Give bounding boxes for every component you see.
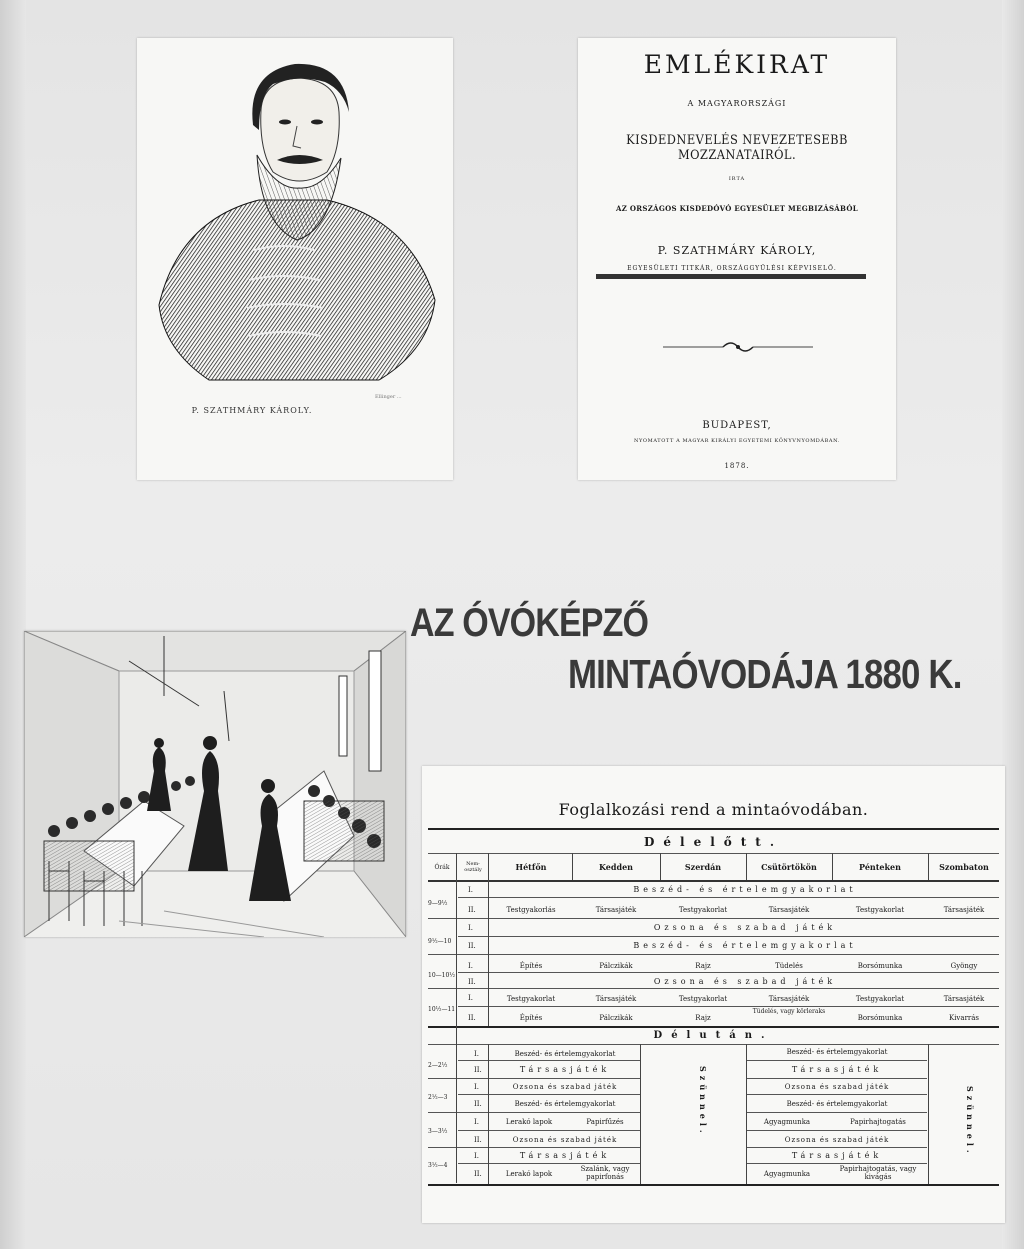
col-day-6: Szombaton xyxy=(939,862,989,872)
rule xyxy=(458,1006,999,1007)
exhibit-heading-line2: MINTAÓVODÁJA 1880 K. xyxy=(568,651,962,697)
group-II: II. xyxy=(474,1066,482,1074)
group-II: II. xyxy=(468,906,476,914)
aft-8-left-a: Lerakó lapok xyxy=(505,1170,553,1178)
title-page-title: EMLÉKIRAT xyxy=(643,50,831,79)
aft-3-right: Ozsona és szabad játék xyxy=(784,1083,890,1091)
schedule-sheet xyxy=(422,766,1005,1223)
rule xyxy=(747,1078,927,1079)
aft-5-left-b: Papirfűzés xyxy=(586,1118,624,1126)
header-rule xyxy=(428,853,999,854)
rule xyxy=(458,1094,640,1095)
cell-m4-1: Építés xyxy=(519,1014,543,1022)
rule xyxy=(428,918,999,919)
aft-5-right-b: Papirhajtogatás xyxy=(850,1118,906,1126)
col-day-1: Hétfőn xyxy=(515,862,547,872)
portrait-caption: P. SZATHMÁRY KÁROLY. xyxy=(191,406,313,415)
aft-8-right-b: Papirhajtogatás, vagy kivágás xyxy=(839,1165,917,1181)
header-bottom-rule xyxy=(428,880,999,882)
rule xyxy=(428,988,999,989)
title-page-printer: NYOMATOTT A MAGYAR KIRÁLYI EGYETEMI KÖNYVNYOMDÁBAN. xyxy=(634,438,840,444)
col-day-4: Csütörtökön xyxy=(761,862,817,872)
col-day-5: Pénteken xyxy=(859,862,901,872)
aft-2-left: Társasjáték xyxy=(519,1065,611,1074)
afternoon-label: Délután. xyxy=(653,1030,774,1041)
rest-label-wed: Szünnel. xyxy=(698,1066,708,1137)
morning-snack-2: Ozsona és szabad játék xyxy=(653,977,837,986)
engraver-signature: Ellinger ... xyxy=(375,394,402,400)
rule xyxy=(747,1147,927,1148)
vline xyxy=(572,853,573,880)
cell-m1-3: Testgyakorlat xyxy=(678,906,728,914)
group-II: II. xyxy=(474,1170,482,1178)
board-left-edge xyxy=(0,0,26,1249)
group-II: II. xyxy=(468,942,476,950)
time-morning-3: 10—10½ xyxy=(428,972,456,979)
col-day-3: Szerdán xyxy=(684,862,722,872)
time-afternoon-1: 2—2½ xyxy=(428,1062,448,1069)
cell-m1-5: Testgyakorlat xyxy=(855,906,905,914)
rule xyxy=(458,1060,640,1061)
schedule-bottom-rule xyxy=(428,1184,999,1186)
schedule-top-rule xyxy=(428,828,999,830)
aft-8-left-b: Szalánk, vagy papirfonás xyxy=(580,1165,630,1181)
board-right-edge xyxy=(1002,0,1024,1249)
aft-5-right-a: Agyagmunka xyxy=(763,1118,811,1126)
aft-8-right-a: Agyagmunka xyxy=(763,1170,811,1178)
vline xyxy=(660,853,661,880)
rule xyxy=(428,954,999,955)
aft-1-left: Beszéd- és értelemgyakorlat xyxy=(514,1050,616,1058)
aft-6-right: Ozsona és szabad játék xyxy=(784,1136,890,1144)
dining-hall-engraving xyxy=(24,631,406,937)
title-page-subject: KISDEDNEVELÉS NEVEZETESEBB MOZZANATAIRÓL. xyxy=(626,133,848,163)
time-morning-2: 9½—10 xyxy=(428,938,452,945)
aft-4-right: Beszéd- és értelemgyakorlat xyxy=(786,1100,888,1108)
rule xyxy=(747,1163,927,1164)
rule xyxy=(747,1130,927,1131)
group-I: I. xyxy=(468,962,473,970)
cell-m4-4: Tüdelés, vagy körleraks xyxy=(752,1008,826,1015)
cell-m4-6: Kivarrás xyxy=(948,1014,980,1022)
cell-m4-2: Pálczikák xyxy=(599,1014,633,1022)
rule xyxy=(458,936,999,937)
cell-m3-6: Társasjáték xyxy=(943,995,985,1003)
morning-bottom-rule xyxy=(428,1026,999,1028)
cell-m2-4: Tüdelés xyxy=(775,962,803,970)
cell-m1-6: Társasjáték xyxy=(943,906,985,914)
group-II: II. xyxy=(468,1014,476,1022)
morning-label: Délelőtt. xyxy=(643,835,784,849)
cell-m1-4: Társasjáték xyxy=(768,906,810,914)
morning-speech-2: Beszéd- és értelemgyakorlat xyxy=(633,941,857,950)
aft-7-left: Társasjáték xyxy=(519,1151,611,1160)
group-I: I. xyxy=(474,1152,479,1160)
portrait-engraving xyxy=(149,50,439,395)
col-hours: Órák xyxy=(434,863,450,871)
schedule-title: Foglalkozási rend a mintaóvodában. xyxy=(558,800,869,819)
title-page-rule xyxy=(596,274,866,279)
rule xyxy=(747,1112,927,1113)
title-page-office: EGYESÜLETI TITKÁR, ORSZÁGGYŰLÉSI KÉPVISELŐ. xyxy=(627,265,837,272)
cell-m1-1: Testgyakorlás xyxy=(506,906,556,914)
group-I: I. xyxy=(474,1118,479,1126)
rule xyxy=(458,897,999,898)
rule xyxy=(458,1130,640,1131)
cell-m2-5: Borsómunka xyxy=(857,962,903,970)
vline xyxy=(928,1044,929,1184)
group-II: II. xyxy=(474,1100,482,1108)
cell-m3-1: Testgyakorlat xyxy=(506,995,556,1003)
aft-7-right: Társasjáték xyxy=(791,1151,883,1160)
time-afternoon-2: 2½—3 xyxy=(428,1094,448,1101)
cell-m4-3: Rajz xyxy=(695,1014,711,1022)
morning-snack-1: Ozsona és szabad játék xyxy=(653,923,837,932)
aft-3-left: Ozsona és szabad játék xyxy=(512,1083,618,1091)
group-I: I. xyxy=(474,1083,479,1091)
time-afternoon-4: 3½—4 xyxy=(428,1162,448,1169)
cell-m3-2: Társasjáték xyxy=(595,995,637,1003)
cell-m2-1: Építés xyxy=(519,962,543,970)
cell-m3-4: Társasjáték xyxy=(768,995,810,1003)
exhibit-heading-line1: AZ ÓVÓKÉPZŐ xyxy=(410,601,649,645)
vline xyxy=(488,853,489,1026)
group-I: I. xyxy=(468,994,473,1002)
portrait-card xyxy=(137,38,453,480)
title-page-year: 1878. xyxy=(724,462,750,470)
cell-m2-3: Rajz xyxy=(695,962,711,970)
time-morning-1: 9—9½ xyxy=(428,900,448,907)
rule xyxy=(428,1044,999,1045)
rule xyxy=(428,1078,640,1079)
aft-2-right: Társasjáték xyxy=(791,1065,883,1074)
aft-1-right: Beszéd- és értelemgyakorlat xyxy=(786,1048,888,1056)
rule xyxy=(458,1163,640,1164)
title-page-author: P. SZATHMÁRY KÁROLY, xyxy=(657,244,817,257)
group-II: II. xyxy=(468,978,476,986)
time-afternoon-3: 3—3½ xyxy=(428,1128,448,1135)
vline xyxy=(640,1044,641,1184)
group-I: I. xyxy=(474,1050,479,1058)
vline xyxy=(928,853,929,880)
rule xyxy=(747,1094,927,1095)
vline xyxy=(832,853,833,880)
title-page-line-a: A MAGYARORSZÁGI xyxy=(687,99,787,108)
rule xyxy=(747,1060,927,1061)
title-page-irta: IRTA xyxy=(728,176,746,182)
ornament-icon xyxy=(663,340,813,354)
vline xyxy=(746,853,747,880)
rule xyxy=(458,972,999,973)
rule xyxy=(428,1147,640,1148)
rule xyxy=(428,1112,640,1113)
rest-label-sat: Szünnel. xyxy=(965,1086,975,1157)
aft-5-left-a: Lerakó lapok xyxy=(505,1118,553,1126)
morning-speech-1: Beszéd- és értelemgyakorlat xyxy=(633,885,857,894)
title-page-commission: AZ ORSZÁGOS KISDEDÓVÓ EGYESÜLET MEGBIZÁSÁBÓL xyxy=(615,204,859,213)
col-day-2: Kedden xyxy=(599,862,633,872)
col-group: Nem-osztály xyxy=(464,861,482,873)
aft-4-left: Beszéd- és értelemgyakorlat xyxy=(514,1100,616,1108)
cell-m2-2: Pálczikák xyxy=(599,962,633,970)
cell-m4-5: Borsómunka xyxy=(857,1014,903,1022)
group-I: I. xyxy=(468,886,473,894)
vline xyxy=(456,853,457,1183)
dining-hall-picture xyxy=(24,631,406,937)
title-page-city: BUDAPEST, xyxy=(702,420,772,431)
cell-m1-2: Társasjáték xyxy=(595,906,637,914)
cell-m3-5: Testgyakorlat xyxy=(855,995,905,1003)
aft-6-left: Ozsona és szabad játék xyxy=(512,1136,618,1144)
title-page xyxy=(578,38,896,480)
cell-m2-6: Gyöngy xyxy=(950,962,978,970)
time-morning-4: 10½—11 xyxy=(428,1006,456,1013)
group-I: I. xyxy=(468,924,473,932)
vline xyxy=(746,1044,747,1184)
vline xyxy=(488,1044,489,1184)
cell-m3-3: Testgyakorlat xyxy=(678,995,728,1003)
group-II: II. xyxy=(474,1136,482,1144)
